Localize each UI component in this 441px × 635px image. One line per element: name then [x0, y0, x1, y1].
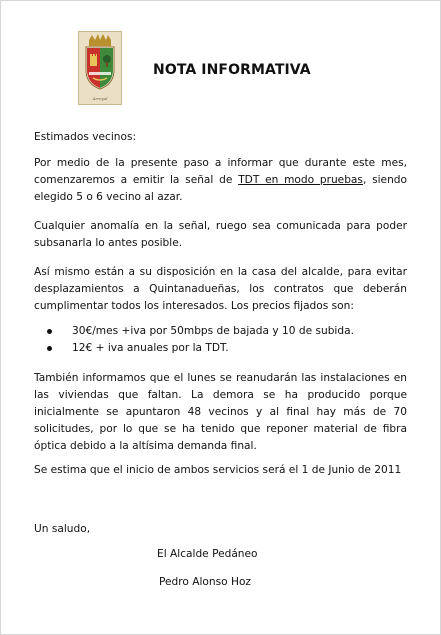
- p1-before: Por medio de la presente paso a informar que durante este mes, comenzaremos a emitir la señal de: [34, 157, 407, 186]
- list-item-text: 30€/mes +iva por 50mbps de bajada y 10 de subida.: [72, 325, 354, 337]
- paragraph-installations: También informamos que el lunes se reanudarán las instalaciones en las viviendas que faltan. La demora se ha producido porque inicialmente se apuntaron 48 vecinos y al final hay más de 70 solicitudes, por lo que se ha tenido que reponer material de fibra óptica debido a la altísima demanda final.: [34, 372, 407, 452]
- tdt-underlined: TDT en modo pruebas: [238, 174, 363, 186]
- closing: Un saludo,: [34, 523, 91, 535]
- list-item: [34, 340, 414, 357]
- paragraph-announcement: [34, 155, 407, 206]
- bullet-icon: [47, 346, 52, 351]
- greeting: Estimados vecinos:: [34, 131, 137, 143]
- seal-text: Arroyal: [92, 96, 108, 101]
- p1-after: , siendo elegido 5 o 6 vecino al azar.: [34, 174, 407, 203]
- paragraph-anomaly: Cualquier anomalía en la señal, ruego sea comunicada para poder subsanarla lo antes posible.: [34, 220, 407, 249]
- list-item: [34, 323, 414, 340]
- signature-role: El Alcalde Pedáneo: [157, 548, 258, 560]
- list-item-text: 12€ + iva anuales por la TDT.: [72, 342, 229, 354]
- paragraph-start-date: Se estima que el inicio de ambos servicios será el 1 de Junio de 2011: [34, 464, 402, 476]
- paragraph-contracts: Así mismo están a su disposición en la casa del alcalde, para evitar desplazamientos a Quintanadueñas, los contratos que deberán cumplimentar todos los interesados. Los precios fijados son:: [34, 266, 407, 312]
- signature-name: Pedro Alonso Hoz: [159, 576, 251, 588]
- coat-of-arms-icon: [78, 31, 122, 105]
- bullet-icon: [47, 329, 52, 334]
- price-list: [34, 323, 414, 357]
- document-title: NOTA INFORMATIVA: [153, 62, 311, 78]
